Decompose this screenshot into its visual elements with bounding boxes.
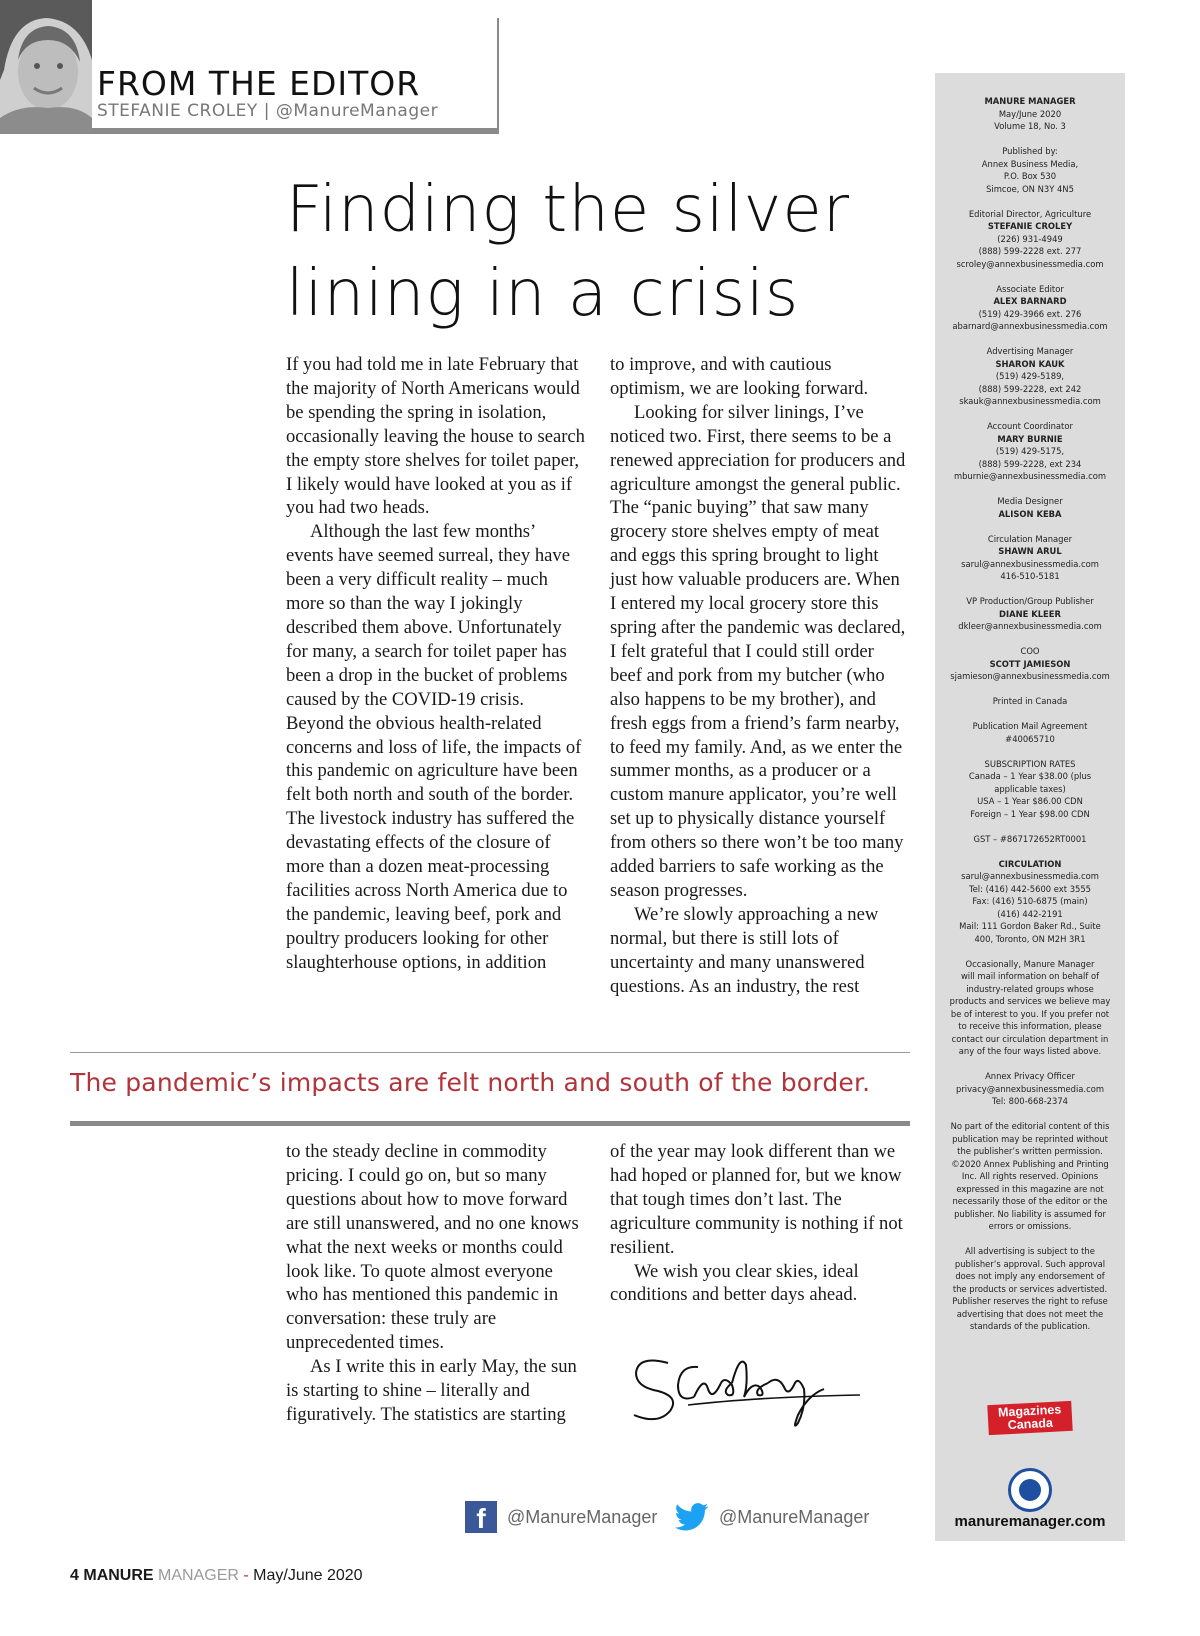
masthead-line: necessarily those of the editor or the — [952, 1196, 1108, 1206]
article-column-1 — [286, 353, 586, 975]
pull-quote: The pandemic’s impacts are felt north and south of the border. — [70, 1068, 871, 1097]
masthead-line: Fax: (416) 510-6875 (main) — [972, 896, 1088, 906]
masthead-line: USA – 1 Year $86.00 CDN — [977, 796, 1083, 806]
pull-quote-bottom-rule — [70, 1121, 910, 1126]
masthead-line: abarnard@annexbusinessmedia.com — [952, 321, 1108, 331]
masthead-block — [935, 533, 1125, 583]
editor-photo — [0, 0, 92, 134]
masthead-line: GST – #867172652RT0001 — [973, 833, 1087, 844]
masthead-line: Occasionally, Manure Manager — [965, 958, 1095, 969]
paragraph: of the year may look different than we had hoped or planned for, but we know that tough times don’t last. The agriculture community is nothing if not resilient. — [610, 1141, 903, 1258]
masthead-line: (888) 599-2228 ext. 277 — [978, 246, 1082, 256]
masthead-line: Media Designer — [997, 496, 1063, 506]
masthead-line: Simcoe, ON N3Y 4N5 — [986, 183, 1074, 194]
masthead-block — [935, 283, 1125, 333]
byline: STEFANIE CROLEY | @ManureManager — [97, 101, 439, 121]
magazines-canada-line: Magazines — [997, 1402, 1062, 1420]
masthead-line: publisher’s approval. Such approval — [954, 1258, 1106, 1269]
masthead-line: (519) 429-3966 ext. 276 — [978, 308, 1082, 319]
masthead-line: DIANE KLEER — [999, 608, 1061, 619]
masthead-line: Published by: — [1002, 146, 1058, 156]
masthead-line: SUBSCRIPTION RATES — [984, 758, 1076, 769]
headline — [286, 168, 886, 336]
masthead-line: industry-related groups whose — [966, 983, 1094, 994]
masthead-line: contact our circulation department in — [951, 1033, 1109, 1044]
masthead-block — [935, 1070, 1125, 1108]
masthead-line: Volume 18, No. 3 — [994, 121, 1066, 131]
twitter-handle: @ManureManager — [719, 1506, 870, 1527]
headline-line: Finding the silver — [286, 173, 851, 247]
paragraph: If you had told me in late February that the majority of North Americans would be spending the spring in isolation, occasionally leaving the house to search the empty store shelves for toilet paper, I likely would have looked at you as if you had two heads. — [286, 354, 585, 519]
header-vertical-rule — [497, 18, 499, 134]
masthead-line: May/June 2020 — [998, 108, 1062, 119]
facebook-handle: @ManureManager — [507, 1506, 658, 1527]
masthead-line: dkleer@annexbusinessmedia.com — [958, 621, 1102, 631]
paragraph: to improve, and with cautious optimism, we are looking forward. — [610, 354, 869, 399]
article-column-2 — [610, 353, 910, 998]
masthead-line: Tel: (416) 442-5600 ext 3555 — [968, 883, 1092, 894]
header-horizontal-rule — [92, 128, 499, 134]
masthead-line: Annex Business Media, — [981, 158, 1079, 169]
masthead-line: Mail: 111 Gordon Baker Rd., Suite — [959, 921, 1101, 931]
masthead-line: STEFANIE CROLEY — [987, 221, 1073, 231]
twitter-link[interactable] — [675, 1500, 869, 1534]
masthead-line: (519) 429-5189, — [995, 371, 1065, 381]
masthead-block — [935, 1120, 1125, 1233]
masthead-block — [935, 695, 1125, 708]
masthead-line: sarul@annexbusinessmedia.com — [961, 871, 1099, 881]
masthead-block — [935, 420, 1125, 483]
masthead-line: Foreign – 1 Year $98.00 CDN — [970, 808, 1090, 819]
facebook-link[interactable] — [465, 1500, 657, 1534]
masthead-line: skauk@annexbusinessmedia.com — [959, 396, 1101, 406]
masthead-line: the products or services advertisted. — [952, 1283, 1108, 1294]
masthead-line: SHARON KAUK — [995, 358, 1065, 369]
footer-separator: - — [243, 1567, 249, 1584]
masthead-block — [935, 95, 1125, 133]
masthead-line: Printed in Canada — [992, 696, 1068, 706]
section-label: FROM THE EDITOR — [97, 64, 421, 103]
masthead-line: ©2020 Annex Publishing and Printing — [951, 1158, 1109, 1169]
masthead-sidebar — [935, 73, 1125, 1541]
masthead-line: to receive this information, please — [958, 1021, 1102, 1031]
masthead-line: applicable taxes) — [994, 783, 1066, 794]
paragraph: We wish you clear skies, ideal conditions and better days ahead. — [610, 1260, 859, 1306]
masthead-line: sjamieson@annexbusinessmedia.com — [950, 671, 1110, 681]
masthead-line: ALEX BARNARD — [993, 296, 1067, 306]
masthead-line: CIRCULATION — [998, 858, 1062, 869]
footer-brand-light: MANAGER — [158, 1567, 239, 1584]
masthead-line: VP Production/Group Publisher — [966, 596, 1094, 606]
article-column-3 — [286, 1140, 586, 1427]
masthead-line: Annex Privacy Officer — [985, 1071, 1075, 1081]
masthead-line: #40065710 — [1005, 733, 1055, 744]
footer-issue: May/June 2020 — [253, 1567, 363, 1584]
footer-brand-bold: MANURE — [83, 1567, 154, 1584]
masthead-line: Canada – 1 Year $38.00 (plus — [968, 771, 1092, 781]
masthead-line: Publisher reserves the right to refuse — [952, 1296, 1108, 1306]
masthead-line: Inc. All rights reserved. Opinions — [961, 1171, 1099, 1181]
masthead-line: ALISON KEBA — [998, 508, 1062, 519]
masthead-block — [935, 345, 1125, 408]
masthead-line: Advertising Manager — [986, 346, 1074, 356]
masthead-line: privacy@annexbusinessmedia.com — [956, 1083, 1104, 1094]
masthead-line: does not imply any endorsement of — [955, 1271, 1105, 1281]
masthead-block — [935, 720, 1125, 745]
masthead-line: standards of the publication. — [969, 1321, 1091, 1331]
masthead-line: mburnie@annexbusinessmedia.com — [953, 471, 1107, 481]
masthead-line: expressed in this magazine are not — [956, 1183, 1104, 1194]
paragraph: Although the last few months’ events have seemed surreal, they have been a very difficult reality – much more so than the way I jokingly described them above. Unfortunately for many, a search for toilet paper has been a drop in the bucket of problems caused by the COVID-19 crisis. Beyond the obvious health-related concerns and loss of life, the impacts of this pandemic on agriculture have been felt both north and south of the border. The livestock industry has suffered the devastating effects of the closure of more than a dozen meat-processing facilities across North America due to the pandemic, leaving beef, pork and poultry producers looking for other slaughterhouse options, in addition — [286, 521, 582, 973]
masthead-block — [935, 645, 1125, 683]
masthead-line: 400, Toronto, ON M2H 3R1 — [974, 933, 1086, 944]
masthead-block — [935, 208, 1125, 271]
masthead-line: (888) 599-2228, ext 242 — [978, 383, 1082, 394]
magazines-canada-logo — [987, 1401, 1072, 1435]
paragraph: Looking for silver linings, I’ve noticed two. First, there seems to be a renewed appreciation for producers and agriculture amongst the general public. The “panic buying” that saw many grocery store shelves empty of meat and eggs this spring brought to light just how valuable producers are. When I entered my local grocery store this spring after the pandemic was declared, I felt grateful that I could still order beef and pork from my butcher (who also happens to be my brother), and fresh eggs from a friend’s farm nearby, to feed my family. And, as we enter the summer months, as a producer or a custom manure applicator, you’re well set up to physically distance yourself from others so there won’t be too many added barriers to safe working as the season progresses. — [610, 401, 906, 901]
masthead-block — [935, 858, 1125, 946]
masthead-line: All advertising is subject to the — [965, 1246, 1095, 1256]
magazines-canada-badge — [935, 1403, 1125, 1433]
magazines-canada-line: Canada — [1007, 1415, 1054, 1433]
membership-seal-icon — [1008, 1468, 1052, 1512]
masthead-line: (226) 931-4949 — [997, 233, 1063, 244]
editor-signature — [628, 1345, 868, 1435]
masthead-line: will mail information on behalf of — [960, 971, 1100, 981]
masthead-line: scroley@annexbusinessmedia.com — [956, 258, 1104, 269]
masthead-line: COO — [1020, 646, 1040, 656]
paragraph: We’re slowly approaching a new normal, but there is still lots of uncertainty and many unanswered questions. As an industry, the rest — [610, 903, 879, 997]
pull-quote-top-rule — [70, 1052, 910, 1053]
masthead-line: 416-510-5181 — [1000, 571, 1060, 581]
masthead-block — [935, 958, 1125, 1058]
masthead-line: SHAWN ARUL — [998, 546, 1062, 556]
twitter-icon — [675, 1503, 709, 1531]
facebook-icon: f — [465, 1501, 497, 1533]
masthead-line: Publication Mail Agreement — [972, 721, 1088, 731]
masthead-line: sarul@annexbusinessmedia.com — [961, 558, 1099, 569]
masthead-line: (416) 442-2191 — [997, 908, 1063, 919]
masthead-line: Account Coordinator — [987, 421, 1073, 431]
masthead-blocks — [935, 95, 1125, 1333]
masthead-block — [935, 833, 1125, 846]
masthead-line: advertising that does not meet the — [956, 1308, 1104, 1319]
masthead-line: publisher. No liability is assumed for — [954, 1208, 1106, 1219]
masthead-line: MANURE MANAGER — [984, 96, 1076, 106]
headline-line: lining in a crisis — [286, 257, 800, 331]
masthead-block — [935, 145, 1125, 195]
page-footer — [70, 1567, 363, 1585]
masthead-line: products and services we believe may — [949, 996, 1111, 1006]
masthead-line: be of interest to you. If you prefer not — [950, 1008, 1110, 1019]
masthead-line: No part of the editorial content of this — [950, 1121, 1110, 1131]
masthead-line: Circulation Manager — [987, 533, 1073, 544]
masthead-line: MARY BURNIE — [997, 433, 1063, 444]
article-column-4 — [610, 1140, 910, 1307]
masthead-block — [935, 758, 1125, 821]
page-number: 4 — [70, 1567, 79, 1584]
website-url[interactable]: manuremanager.com — [954, 1513, 1106, 1530]
masthead-line: publication may be reprinted without — [952, 1133, 1108, 1144]
masthead-line: (519) 429-5175, — [995, 446, 1065, 456]
masthead-line: the publisher’s written permission. — [957, 1146, 1103, 1156]
masthead-block — [935, 595, 1125, 633]
masthead-line: Tel: 800-668-2374 — [992, 1096, 1068, 1106]
paragraph: As I write this in early May, the sun is starting to shine – literally and figuratively. The statistics are starting — [286, 1356, 577, 1425]
paragraph: to the steady decline in commodity pricing. I could go on, but so many questions about how to move forward are still unanswered, and no one knows what the next weeks or months could look like. To quote almost everyone who has mentioned this pandemic in conversation: these truly are unprecedented times. — [286, 1141, 579, 1354]
masthead-line: (888) 599-2228, ext 234 — [978, 458, 1082, 469]
masthead-line: Associate Editor — [996, 283, 1064, 294]
masthead-line: any of the four ways listed above. — [958, 1046, 1102, 1056]
masthead-block — [935, 1245, 1125, 1333]
masthead-line: errors or omissions. — [988, 1221, 1072, 1231]
masthead-line: SCOTT JAMIESON — [989, 658, 1071, 669]
masthead-line: P.O. Box 530 — [1003, 171, 1057, 181]
masthead-block — [935, 495, 1125, 520]
masthead-line: Editorial Director, Agriculture — [968, 208, 1092, 219]
